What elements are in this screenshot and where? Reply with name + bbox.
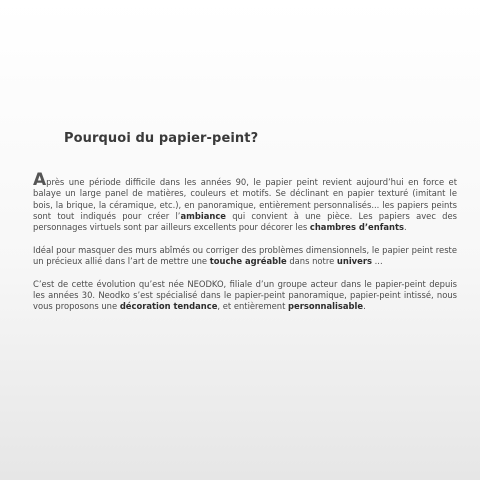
text-span: ... xyxy=(371,256,383,267)
emphasis-touche: touche agréable xyxy=(209,256,287,267)
drop-cap: A xyxy=(33,170,47,190)
text-span: , et entièrement xyxy=(217,301,289,312)
emphasis-decoration: décoration tendance xyxy=(119,301,218,312)
text-span: . xyxy=(403,222,407,233)
paragraph-intro xyxy=(33,170,457,233)
text-span: qui convient à une pièce. Les papiers avec des personnages virtuels sont par ailleurs excellents pour décorer les xyxy=(33,210,457,233)
text-span: dans notre xyxy=(286,256,337,267)
article-body xyxy=(33,170,457,324)
emphasis-univers: univers xyxy=(336,256,372,267)
emphasis-chambres: chambres d’enfants xyxy=(309,222,404,233)
emphasis-ambiance: ambiance xyxy=(180,210,226,221)
text-span: Idéal pour masquer des murs abîmés ou corriger des problèmes dimensionnels, le papier peint reste un précieux allié dans l’art de mettre une xyxy=(33,244,457,267)
emphasis-personnalisable: personnalisable xyxy=(288,301,364,312)
paragraph-ideal xyxy=(33,245,457,268)
text-span: . xyxy=(363,301,366,312)
paragraph-neodko xyxy=(33,279,457,313)
page-title: Pourquoi du papier-peint? xyxy=(64,131,259,146)
text-span: C’est de cette évolution qu’est née NEODKO, filiale d’un groupe acteur dans le papier-peint depuis les années 30. Neodko s’est spécialisé dans le papier-peint panoramique, papier-peint intissé, nous vous proposons une xyxy=(33,278,457,312)
text-span: près une période difficile dans les années 90, le papier peint revient aujourd’hui en force et balaye un large panel de matières, couleurs et motifs. Se déclinant en papier texturé (imitant le bois, la brique, la céramique, etc.), en panoramique, entièrement personnalisés... les papiers peints sont tout indiqués pour créer l’ xyxy=(33,177,457,221)
